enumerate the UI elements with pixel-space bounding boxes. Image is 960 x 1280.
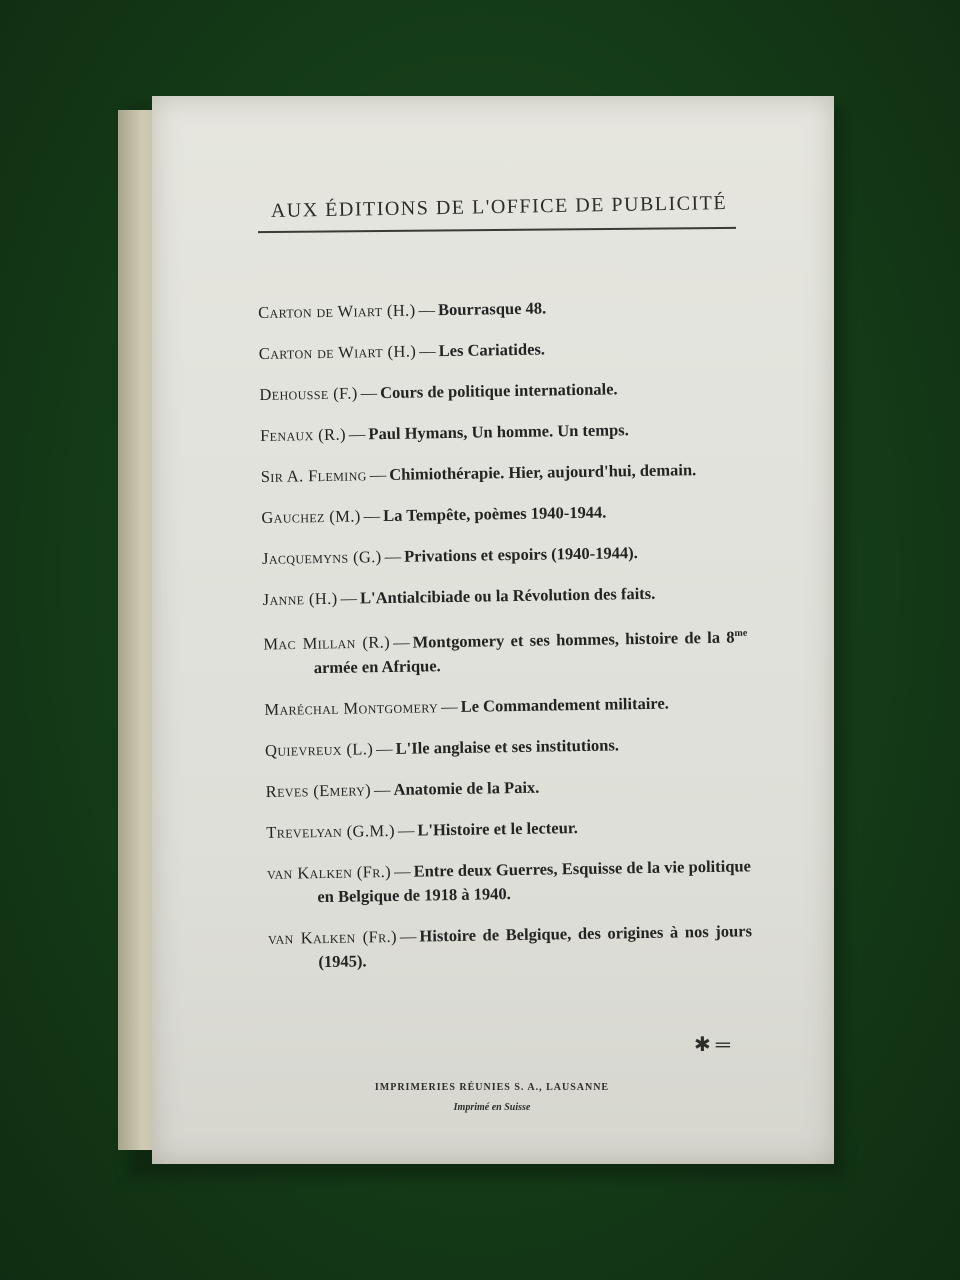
entry-title: Montgomery et ses hommes, histoire de la $8^{me}$ armée en Afrique.: [313, 627, 748, 677]
entry-author: Carton de Wiart (H.): [258, 300, 416, 322]
entry-title: Le Commandement militaire.: [460, 693, 669, 716]
entry-title: Chimiothérapie. Hier, aujourd'hui, demain.: [389, 460, 697, 484]
entry-title: Les Cariatides.: [438, 339, 546, 361]
entry-dash: —: [440, 696, 458, 716]
list-item: [258, 293, 742, 325]
entry-author: van Kalken (Fr.): [267, 926, 398, 948]
entry-dash: —: [363, 506, 381, 526]
entry-title: Anatomie de la Paix.: [393, 777, 540, 799]
entry-author: Reves (Emery): [265, 779, 372, 801]
printed-in-note: Imprimé en Suisse: [453, 1102, 531, 1113]
entry-dash: —: [397, 820, 415, 840]
entry-dash: —: [418, 300, 436, 320]
entry-title: La Tempête, poèmes 1940-1944.: [383, 502, 607, 526]
entry-dash: —: [348, 424, 366, 444]
entry-dash: —: [399, 926, 417, 946]
list-item: [260, 416, 744, 448]
list-item: [264, 690, 748, 722]
entry-author: Jacquemyns (G.): [261, 547, 382, 568]
printer-imprint: IMPRIMERIES RÉUNIES S. A., LAUSANNE: [374, 1082, 610, 1093]
entry-title: Bourrasque 48.: [437, 298, 547, 320]
entry-author: Carton de Wiart (H.): [258, 341, 417, 363]
book-back-cover: [152, 96, 834, 1164]
list-item: [268, 919, 753, 975]
list-item: [262, 539, 746, 571]
entry-author: Mac Millan (R.): [263, 632, 391, 654]
entry-author: Janne (H.): [262, 588, 338, 609]
list-item: [266, 772, 750, 804]
entry-author: Maréchal Montgomery: [264, 696, 439, 719]
entry-title: L'Ile anglaise et ses institutions.: [395, 734, 620, 758]
list-item: [265, 731, 749, 763]
entry-author: Gauchez (M.): [261, 506, 361, 527]
publisher-heading: AUX ÉDITIONS DE L'OFFICE DE PUBLICITÉ: [270, 192, 728, 222]
list-item: [261, 498, 745, 530]
list-item: [259, 334, 743, 366]
list-item: [263, 580, 747, 612]
entry-author: Dehousse (F.): [259, 383, 358, 404]
entry-title: Histoire de Belgique, des origines à nos jours (1945).: [318, 920, 753, 971]
list-item: [259, 375, 743, 407]
list-item: [266, 813, 750, 845]
entry-title: Privations et espoirs (1940-1944).: [403, 543, 638, 566]
entry-author: Fenaux (R.): [259, 424, 347, 445]
entry-author: van Kalken (Fr.): [266, 861, 392, 883]
entry-dash: —: [340, 588, 358, 608]
entry-dash: —: [392, 632, 410, 652]
entry-dash: —: [373, 779, 391, 799]
heading-rule: [258, 227, 736, 233]
entry-dash: —: [360, 383, 378, 403]
book-list: [258, 293, 753, 991]
entry-dash: —: [376, 738, 393, 758]
entry-title: Cours de politique internationale.: [380, 379, 618, 403]
entry-author: Quievreux (L.): [264, 738, 374, 760]
list-item: [267, 854, 752, 910]
entry-dash: —: [393, 861, 411, 881]
list-item: [261, 457, 745, 489]
entry-title: L'Histoire et le lecteur.: [417, 817, 578, 840]
entry-dash: —: [369, 465, 387, 485]
ornament: ✱ ═: [694, 1034, 730, 1056]
list-item: [263, 621, 748, 680]
entry-author: Sir A. Fleming: [260, 465, 367, 486]
entry-title: Paul Hymans, Un homme. Un temps.: [368, 420, 629, 444]
entry-dash: —: [384, 546, 402, 567]
entry-title: L'Antialcibiade ou la Révolution des faits.: [359, 583, 656, 608]
entry-dash: —: [419, 341, 436, 361]
entry-title: Entre deux Guerres, Esquisse de la vie politique en Belgique de 1918 à 1940.: [317, 855, 752, 906]
entry-author: Trevelyan (G.M.): [266, 820, 396, 842]
